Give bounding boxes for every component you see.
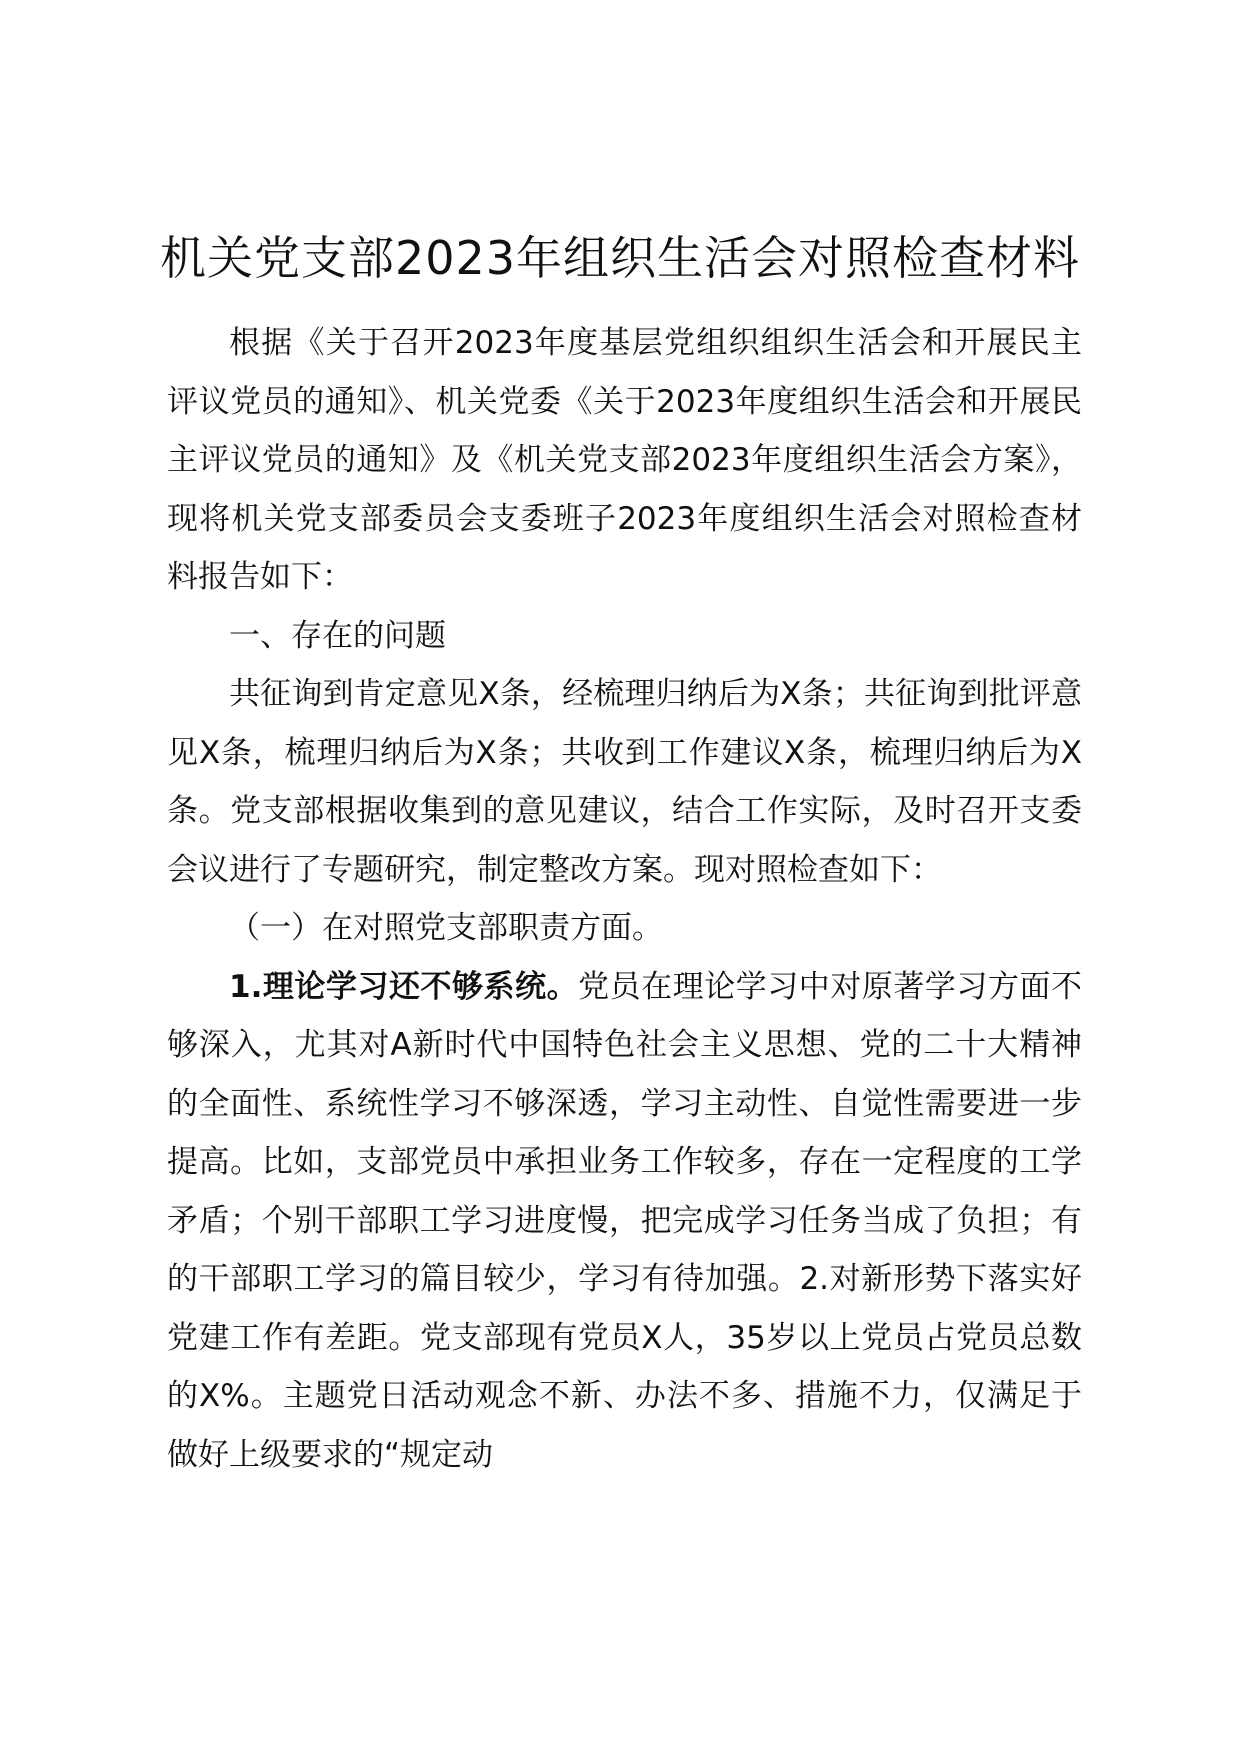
item-title-theory-study: 1.理论学习还不够系统。 — [229, 968, 579, 1005]
intro-paragraph: 根据《关于召开2023年度基层党组织组织生活会和开展民主评议党员的通知》、机关党委《关于2023年度组织生活会和开展民主评议党员的通知》及《机关党支部2023年度组织生活会方案》，现将机关党支部委员会支委班子2023年度组织生活会对照检查材料报告如下： — [167, 325, 1082, 595]
item-paragraph — [167, 958, 1082, 1485]
subsection-heading-duties: （一）在对照党支部职责方面。 — [229, 910, 663, 946]
document-body — [167, 314, 1082, 1484]
section-heading-problems: 一、存在的问题 — [229, 617, 446, 654]
document-title: 机关党支部2023年组织生活会对照检查材料 — [159, 231, 1081, 285]
summary-paragraph: 共征询到肯定意见X条，经梳理归纳后为X条；共征询到批评意见X条，梳理归纳后为X条；共收到工作建议X条，梳理归纳后为X条。党支部根据收集到的意见建议，结合工作实际，及时召开支委会议进行了专题研究，制定整改方案。现对照检查如下： — [167, 676, 1082, 888]
item-body-text: 党员在理论学习中对原著学习方面不够深入，尤其对A新时代中国特色社会主义思想、党的二十大精神的全面性、系统性学习不够深透，学习主动性、自觉性需要进一步提高。比如，支部党员中承担业务工作较多，存在一定程度的工学矛盾；个别干部职工学习进度慢，把完成学习任务当成了负担；有的干部职工学习的篇目较少，学习有待加强。2.对新形势下落实好党建工作有差距。党支部现有党员X人，35岁以上党员占党员总数的X%。主题党日活动观念不新、办法不多、措施不力，仅满足于做好上级要求的“规定动 — [167, 968, 1082, 1473]
